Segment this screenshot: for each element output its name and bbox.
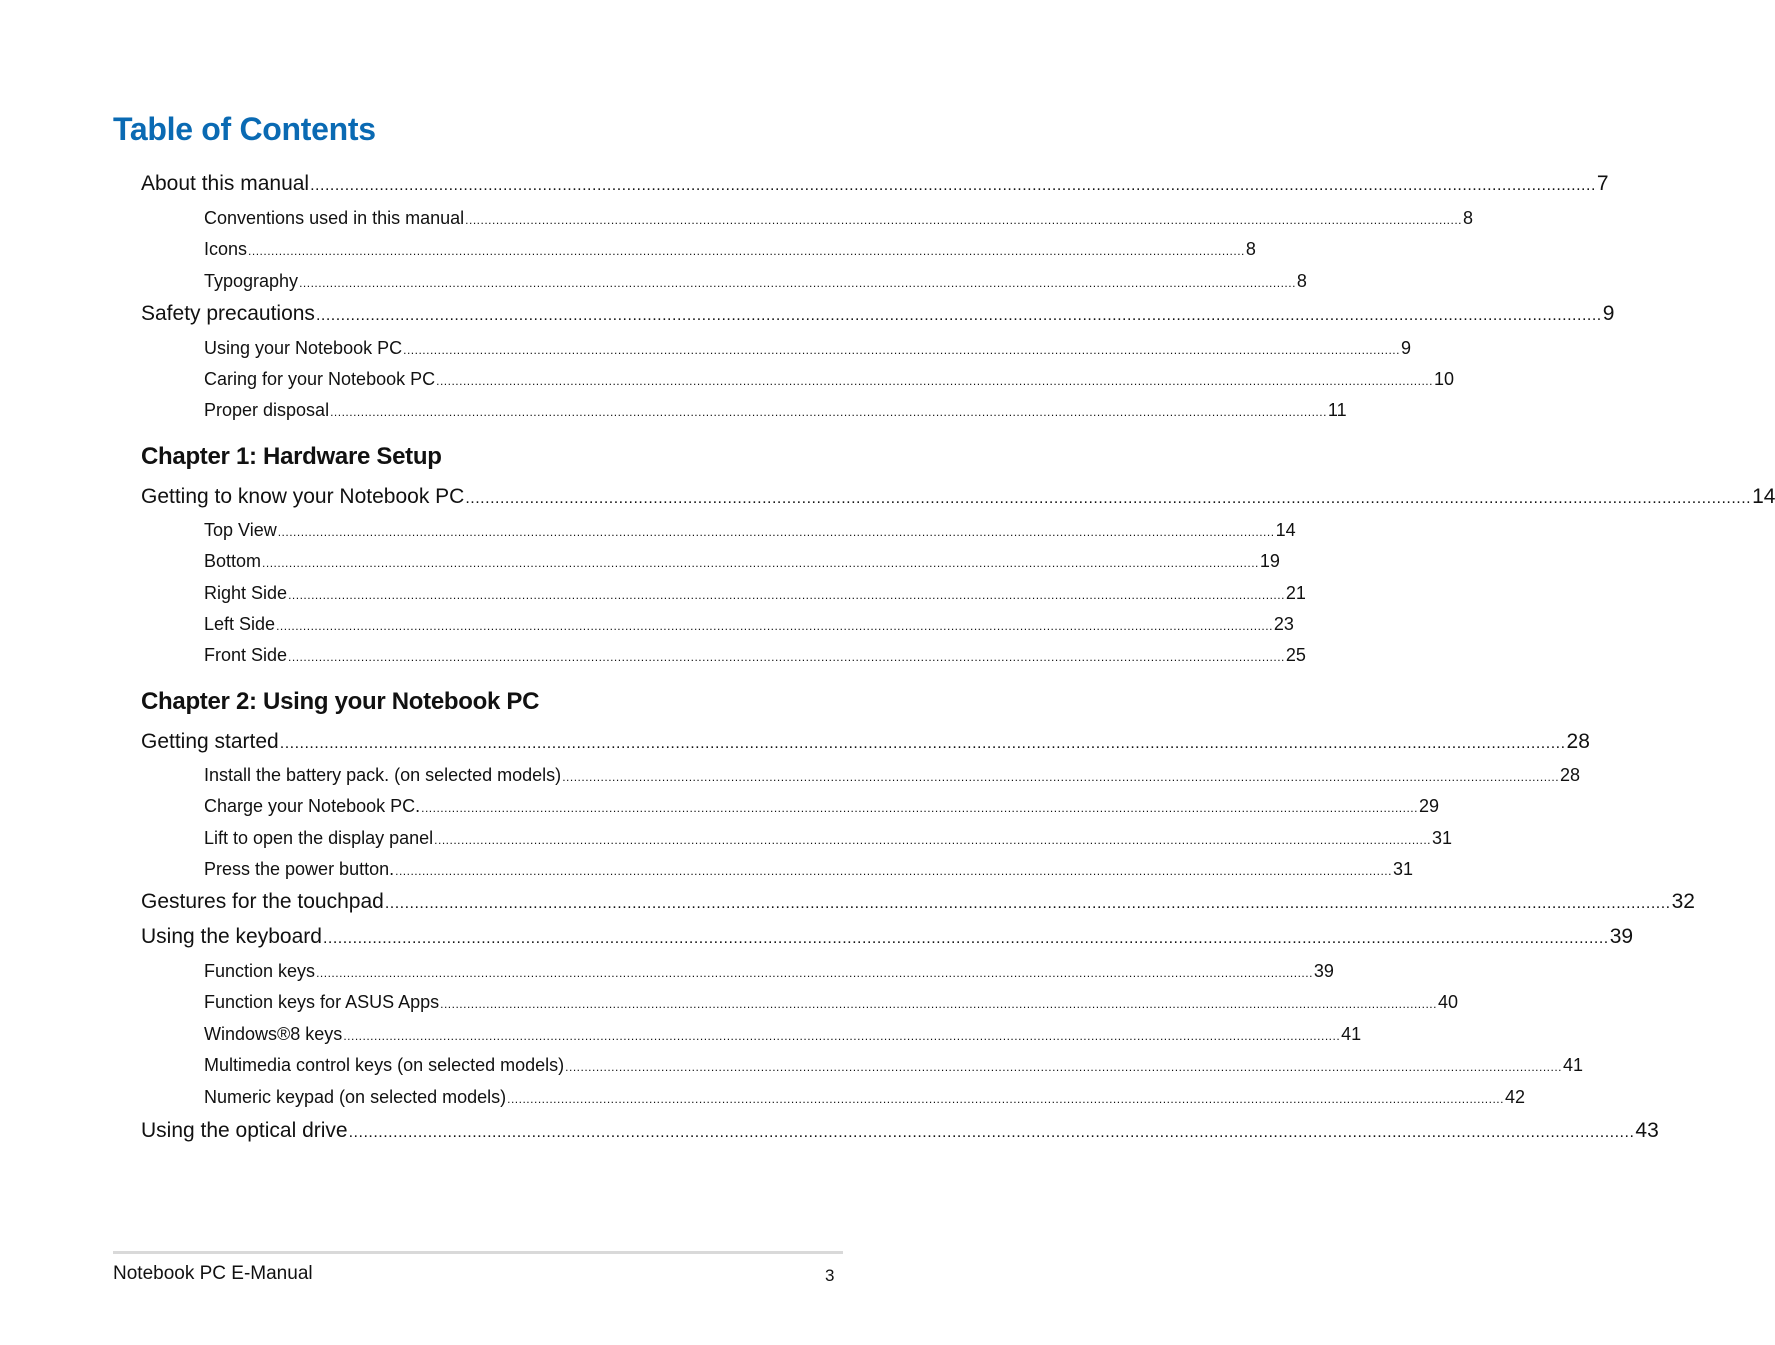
toc-entry-page: 28 bbox=[1566, 730, 1590, 753]
dot-leader: .................................................................................................................................................................................................................................................................... bbox=[343, 1029, 1341, 1043]
toc-entry-label: Safety precautions bbox=[141, 302, 315, 325]
toc-entry-left-side[interactable] bbox=[204, 612, 1294, 636]
footer-page-number: 3 bbox=[825, 1266, 835, 1285]
toc-entry-label: Getting to know your Notebook PC bbox=[141, 485, 465, 508]
toc-entry-label: Typography bbox=[204, 271, 299, 291]
toc-entry-page: 14 bbox=[1752, 485, 1775, 508]
toc-entry-label: Install the battery pack. (on selected models) bbox=[204, 765, 562, 785]
toc-entry-numeric[interactable] bbox=[204, 1085, 1526, 1109]
dot-leader: .................................................................................................................................................................................................................................................................... bbox=[507, 1092, 1504, 1106]
toc-entry-label: Getting started bbox=[141, 730, 279, 753]
toc-entry-label: Multimedia control keys (on selected models) bbox=[204, 1055, 565, 1075]
toc-entry-page: 40 bbox=[1437, 992, 1458, 1012]
dot-leader: .................................................................................................................................................................................................................................................................... bbox=[434, 833, 1432, 847]
toc-entry-label: Right Side bbox=[204, 583, 288, 603]
toc-entry-page: 11 bbox=[1327, 400, 1347, 420]
toc-entry-label: Conventions used in this manual bbox=[204, 208, 465, 228]
dot-leader: .................................................................................................................................................................................................................................................................... bbox=[288, 650, 1285, 664]
dot-leader: .................................................................................................................................................................................................................................................................... bbox=[276, 619, 1273, 633]
toc-entry-page: 43 bbox=[1635, 1119, 1659, 1142]
toc-entry-windows-keys[interactable] bbox=[204, 1022, 1362, 1046]
dot-leader: .................................................................................................................................................................................................................................................................... bbox=[562, 770, 1560, 784]
dot-leader: .................................................................................................................................................................................................................................................................... bbox=[421, 801, 1418, 815]
toc-entry-top-view[interactable] bbox=[204, 518, 1296, 542]
dot-leader: .................................................................................................................................................................................................................................................................... bbox=[403, 343, 1400, 357]
page-title: Table of Contents bbox=[113, 111, 376, 147]
toc-entry-label: Front Side bbox=[204, 645, 288, 665]
chapter-2-heading: Chapter 2: Using your Notebook PC bbox=[141, 688, 540, 715]
toc-entry-page: 39 bbox=[1313, 961, 1334, 981]
toc-entry-label: Left Side bbox=[204, 614, 276, 634]
toc-entry-page: 39 bbox=[1609, 925, 1634, 948]
toc-entry-label: Lift to open the display panel bbox=[204, 828, 434, 848]
toc-entry-lift[interactable] bbox=[204, 826, 1453, 850]
dot-leader: .................................................................................................................................................................................................................................................................... bbox=[395, 864, 1392, 878]
toc-entry-page: 42 bbox=[1504, 1087, 1526, 1107]
dot-leader: .................................................................................................................................................................................................................................................................... bbox=[310, 177, 1596, 194]
toc-entry-conventions[interactable] bbox=[204, 206, 1474, 230]
toc-entry-optical[interactable] bbox=[141, 1117, 1659, 1145]
toc-entry-page: 7 bbox=[1596, 172, 1609, 195]
toc-entry-page: 41 bbox=[1341, 1024, 1362, 1044]
dot-leader: .................................................................................................................................................................................................................................................................... bbox=[436, 374, 1433, 388]
dot-leader: .................................................................................................................................................................................................................................................................... bbox=[315, 307, 1602, 324]
toc-entry-label: Gestures for the touchpad bbox=[141, 890, 384, 913]
toc-entry-page: 21 bbox=[1285, 583, 1306, 603]
toc-entry-disposal[interactable] bbox=[204, 398, 1347, 422]
toc-entry-getting-to-know[interactable] bbox=[141, 483, 1775, 511]
toc-entry-function-keys[interactable] bbox=[204, 959, 1334, 983]
toc-entry-about[interactable] bbox=[141, 170, 1609, 198]
toc-entry-battery[interactable] bbox=[204, 763, 1581, 787]
toc-entry-caring[interactable] bbox=[204, 367, 1454, 391]
dot-leader: .................................................................................................................................................................................................................................................................... bbox=[277, 525, 1275, 539]
toc-entry-label: Top View bbox=[204, 520, 277, 540]
dot-leader: .................................................................................................................................................................................................................................................................... bbox=[299, 276, 1296, 290]
dot-leader: .................................................................................................................................................................................................................................................................... bbox=[316, 966, 1313, 980]
toc-entry-page: 8 bbox=[1245, 239, 1256, 259]
toc-entry-label: Press the power button. bbox=[204, 859, 395, 879]
toc-entry-page: 31 bbox=[1392, 859, 1413, 879]
toc-entry-label: Proper disposal bbox=[204, 400, 330, 420]
dot-leader: .................................................................................................................................................................................................................................................................... bbox=[248, 244, 1245, 258]
toc-entry-label: Using the keyboard bbox=[141, 925, 322, 948]
toc-entry-page: 8 bbox=[1463, 208, 1474, 228]
toc-entry-page: 29 bbox=[1418, 796, 1439, 816]
toc-entry-label: Icons bbox=[204, 239, 248, 259]
dot-leader: .................................................................................................................................................................................................................................................................... bbox=[288, 588, 1285, 602]
toc-entry-function-asus[interactable] bbox=[204, 990, 1458, 1014]
toc-entry-page: 14 bbox=[1275, 520, 1296, 540]
toc-entry-page: 8 bbox=[1296, 271, 1307, 291]
toc-entry-label: Using your Notebook PC bbox=[204, 338, 403, 358]
toc-entry-multimedia[interactable] bbox=[204, 1053, 1584, 1077]
toc-entry-page: 9 bbox=[1602, 302, 1615, 325]
toc-entry-page: 23 bbox=[1273, 614, 1294, 634]
dot-leader: .................................................................................................................................................................................................................................................................... bbox=[262, 556, 1259, 570]
toc-entry-icons[interactable] bbox=[204, 237, 1256, 261]
toc-entry-front-side[interactable] bbox=[204, 643, 1306, 667]
toc-entry-label: Charge your Notebook PC. bbox=[204, 796, 421, 816]
toc-entry-gestures[interactable] bbox=[141, 888, 1695, 916]
toc-entry-page: 31 bbox=[1432, 828, 1453, 848]
toc-entry-label: Using the optical drive bbox=[141, 1119, 348, 1142]
toc-entry-label: Bottom bbox=[204, 551, 262, 571]
dot-leader: .................................................................................................................................................................................................................................................................... bbox=[330, 405, 1327, 419]
dot-leader: .................................................................................................................................................................................................................................................................... bbox=[565, 1060, 1562, 1074]
toc-entry-label: Caring for your Notebook PC bbox=[204, 369, 436, 389]
dot-leader: .................................................................................................................................................................................................................................................................... bbox=[279, 735, 1566, 752]
toc-entry-page: 9 bbox=[1400, 338, 1411, 358]
toc-entry-right-side[interactable] bbox=[204, 581, 1306, 605]
toc-entry-page: 10 bbox=[1433, 369, 1454, 389]
dot-leader: .................................................................................................................................................................................................................................................................... bbox=[440, 997, 1437, 1011]
toc-entry-page: 41 bbox=[1563, 1055, 1584, 1075]
toc-entry-using-notebook[interactable] bbox=[204, 336, 1411, 360]
toc-entry-page: 28 bbox=[1560, 765, 1581, 785]
toc-entry-page: 32 bbox=[1671, 890, 1695, 913]
toc-entry-label: Function keys bbox=[204, 961, 316, 981]
toc-entry-bottom[interactable] bbox=[204, 549, 1280, 573]
toc-entry-label: About this manual bbox=[141, 172, 310, 195]
toc-entry-label: Function keys for ASUS Apps bbox=[204, 992, 440, 1012]
footer-divider bbox=[113, 1251, 843, 1254]
toc-entry-power[interactable] bbox=[204, 857, 1413, 881]
dot-leader: .................................................................................................................................................................................................................................................................... bbox=[384, 895, 1671, 912]
toc-entry-typography[interactable] bbox=[204, 269, 1307, 293]
toc-entry-label: Numeric keypad (on selected models) bbox=[204, 1087, 507, 1107]
toc-entry-page: 25 bbox=[1285, 645, 1306, 665]
dot-leader: .................................................................................................................................................................................................................................................................... bbox=[465, 490, 1752, 507]
chapter-1-heading: Chapter 1: Hardware Setup bbox=[141, 443, 442, 470]
dot-leader: .................................................................................................................................................................................................................................................................... bbox=[348, 1124, 1635, 1141]
toc-entry-getting-started[interactable] bbox=[141, 728, 1590, 756]
toc-entry-keyboard[interactable] bbox=[141, 923, 1634, 951]
toc-entry-page: 19 bbox=[1259, 551, 1280, 571]
toc-entry-label: Windows®8 keys bbox=[204, 1024, 343, 1044]
toc-entry-charge[interactable] bbox=[204, 794, 1439, 818]
toc-entry-safety[interactable] bbox=[141, 300, 1615, 328]
footer-manual-name: Notebook PC E-Manual bbox=[113, 1263, 313, 1284]
dot-leader: .................................................................................................................................................................................................................................................................... bbox=[322, 930, 1609, 947]
dot-leader: .................................................................................................................................................................................................................................................................... bbox=[465, 213, 1462, 227]
